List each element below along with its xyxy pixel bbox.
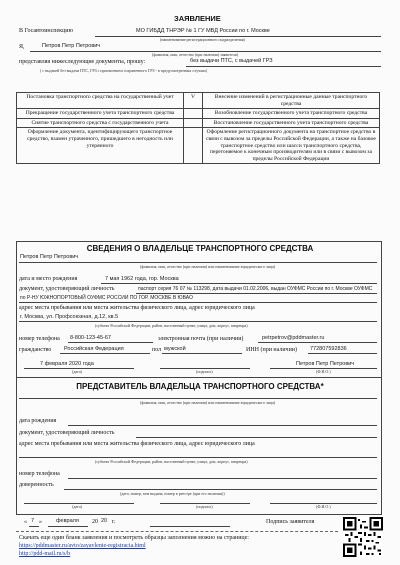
request-type-row [17,128,380,164]
owner-date-value: 7 февраля 2020 года [40,361,94,367]
owner-dob-underline [101,283,377,284]
rep-doc-underline [136,437,377,438]
footer-sign-underline [150,526,230,527]
owner-name-underline [19,262,377,263]
request-option-right: Внесение изменений в регистрационные данные транспортного средства [203,93,380,109]
present-caption: ( с выдачей без выдачи ПТС, ГРЗ с присвоением сохраненного ГРЗ - в предусмотренных случаях) [40,68,208,73]
rep-addr-label: адрес места пребывания или места жительства физического лица, адрес юридического лица [19,441,255,447]
download-link-2[interactable]: http://pdd-mail.ru/s/b [19,551,71,557]
owner-citizen-underline [60,353,150,354]
owner-name-caption: (фамилия, имя, отчество (при наличии) или наименование юридического лица) [140,264,276,269]
footer-date-close-quote: » [39,519,42,525]
request-option-left: Снятие транспортного средства с государственного учета [17,118,184,128]
owner-sex-label: пол [152,347,162,353]
owner-fio-caption: (Ф.И.О.) [316,369,331,374]
rep-phone-underline [68,478,377,479]
owner-date-caption: (дата) [72,369,82,374]
owner-doc-underline-2 [19,302,377,303]
rep-dob-label: дата рождения [19,418,57,424]
rep-name-caption: (фамилия, имя, отчество (при наличии) или наименование юридического лица) [140,400,276,405]
owner-addr-value: г. Москва, ул. Профсоюзная, д.12, кв.5 [20,314,119,320]
footer-day: 7 [31,518,35,524]
request-option-left: Прекращение государственного учета транспортного средства [17,109,184,119]
rep-phone-label: номер телефона [19,471,60,477]
rep-doc-label: документ, удостоверяющий личность [19,430,115,436]
rep-fio-caption: (Ф.И.О.) [316,504,331,509]
footer-month: февраля [56,518,79,524]
owner-sign-caption: (подпись) [196,369,213,374]
owner-dob-value: 7 мая 1962 года, гор. Москва [105,276,179,282]
owner-doc-value: паспорт серия 76 07 № 113298, дата выдачи 01.02.2006, выдан ОУФМС России по г. Москве ОУФМС [138,286,373,292]
rep-sign-caption: (подпись) [196,504,213,509]
owner-doc-label: документ, удостоверяющий личность [19,286,115,292]
request-type-table [16,92,380,164]
request-option-right: Возобновление государственного учета транспортного средства [203,109,380,119]
footer-day-underline [29,526,39,527]
owner-doc-value-2: по Р-НУ ЮЖНОПОРТОВЫЙ ОУФМС РОССИИ ПО ГОР. МОСКВЕ В ЮВАО [20,295,193,301]
form-title: ЗАЯВЛЕНИЕ [174,14,221,23]
owner-email-value: petrpetrov@pddmaster.ru [262,335,325,341]
footer-month-underline [48,526,88,527]
ya-label: Я, [19,44,25,50]
owner-sex-underline [162,353,242,354]
owner-email-underline [258,342,377,343]
rep-addr-caption: (субъект Российской Федерации, район, населенный пункт, улица, дом, корпус, квартира) [95,459,248,464]
owner-phone-underline [68,342,153,343]
owner-heading: СВЕДЕНИЯ О ВЛАДЕЛЬЦЕ ТРАНСПОРТНОГО СРЕДСТВА [86,244,314,253]
representative-heading: ПРЕДСТАВИТЕЛЬ ВЛАДЕЛЬЦА ТРАНСПОРТНОГО СРЕДСТВА* [76,382,324,391]
footer-sign-label: Подпись заявителя [266,519,315,525]
request-option-mark[interactable] [184,128,203,164]
owner-phone-value: 8-800-123-45-67 [70,335,111,341]
owner-addr-underline [19,321,377,322]
owner-inn-value: 772807592836 [310,346,347,352]
request-type-row [17,109,380,119]
request-type-row [17,118,380,128]
present-value: без выдачи ПТС, с выдачей ГРЗ [190,58,273,64]
owner-sex-value: мужской [164,346,186,352]
footer-year-end: г. [112,519,116,525]
request-option-right: Оформление регистрационного документа на транспортное средство в связи с вывозом за пределы Российской Федерации, а также на базовое транспортное средство или шасси транспортного средства, перегоняемое к конечным производителям или в связи с вывозом за пределы Российской Федерации [203,128,380,164]
owner-addr-caption: (субъект Российской Федерации, район, населенный пункт, улица, дом, корпус, квартира) [95,323,248,328]
owner-addr-label: адрес места пребывания или места жительства физического лица, адрес юридического лица [19,305,255,311]
owner-email-label: электронная почта (при наличии) [158,336,244,342]
present-label: представляя нижеследующие документы, прошу: [19,59,146,65]
owner-name-value: Петров Петр Петрович [20,254,79,260]
to-value: МО ГИБДД ТНРЭР № 1 ГУ МВД России по г. Москве [136,28,270,34]
rep-proxy-label: доверенность [19,482,54,488]
rep-proxy-underline [64,489,377,490]
cut-line [16,531,338,532]
present-underline [186,66,381,67]
download-text: Скачать еще один бланк заявления и посмотреть образцы заполнения можно на странице: [19,535,249,541]
rep-dob-underline [68,425,377,426]
request-type-row [17,93,380,109]
owner-phone-label: номер телефона [19,336,60,342]
request-option-mark[interactable] [184,109,203,119]
request-option-mark[interactable] [184,118,203,128]
owner-citizen-value: Российская Федерация [64,346,124,352]
owner-citizen-label: гражданство [19,347,52,353]
rep-addr-underline [19,457,377,458]
owner-inn-label: ИНН (при наличии) [246,347,297,353]
request-option-left: Постановка транспортного средства на государственный учет [17,93,184,109]
rep-name-underline [19,398,377,399]
owner-dob-label: дата и место рождения [19,276,78,282]
applicant-caption: (фамилия, имя, отчество (при наличии) заявителя) [152,52,239,57]
applicant-value: Петров Петр Петрович [42,43,101,49]
qr-code-icon [343,517,383,557]
owner-doc-underline [136,293,377,294]
footer-year-prefix: 20 [92,519,98,525]
footer-year-suffix: 20 [101,518,108,524]
owner-inn-underline [308,353,377,354]
request-option-right: Восстановление государственного учета транспортного средства [203,118,380,128]
to-caption: (наименование регистрационного подразделения) [160,37,245,42]
download-link-1[interactable]: https://pddmaster.ru/avto/zayavlenie-registracia.html [19,543,146,549]
footer-date-open-quote: « [24,519,27,525]
rep-date-caption: (дата) [72,504,82,509]
rep-proxy-caption: (дата, номер, кем выдана, номер в реестре (при его наличии)) [120,491,225,496]
owner-fio-value: Петров Петр Петрович [296,361,355,367]
to-label: В Госавтоинспекцию [19,28,73,34]
request-option-left: Оформление документа, идентифицирующего транспортное средство, взамен утраченного, пришедшего в негодность или утерянного [17,128,184,164]
request-option-mark[interactable]: V [184,93,203,109]
